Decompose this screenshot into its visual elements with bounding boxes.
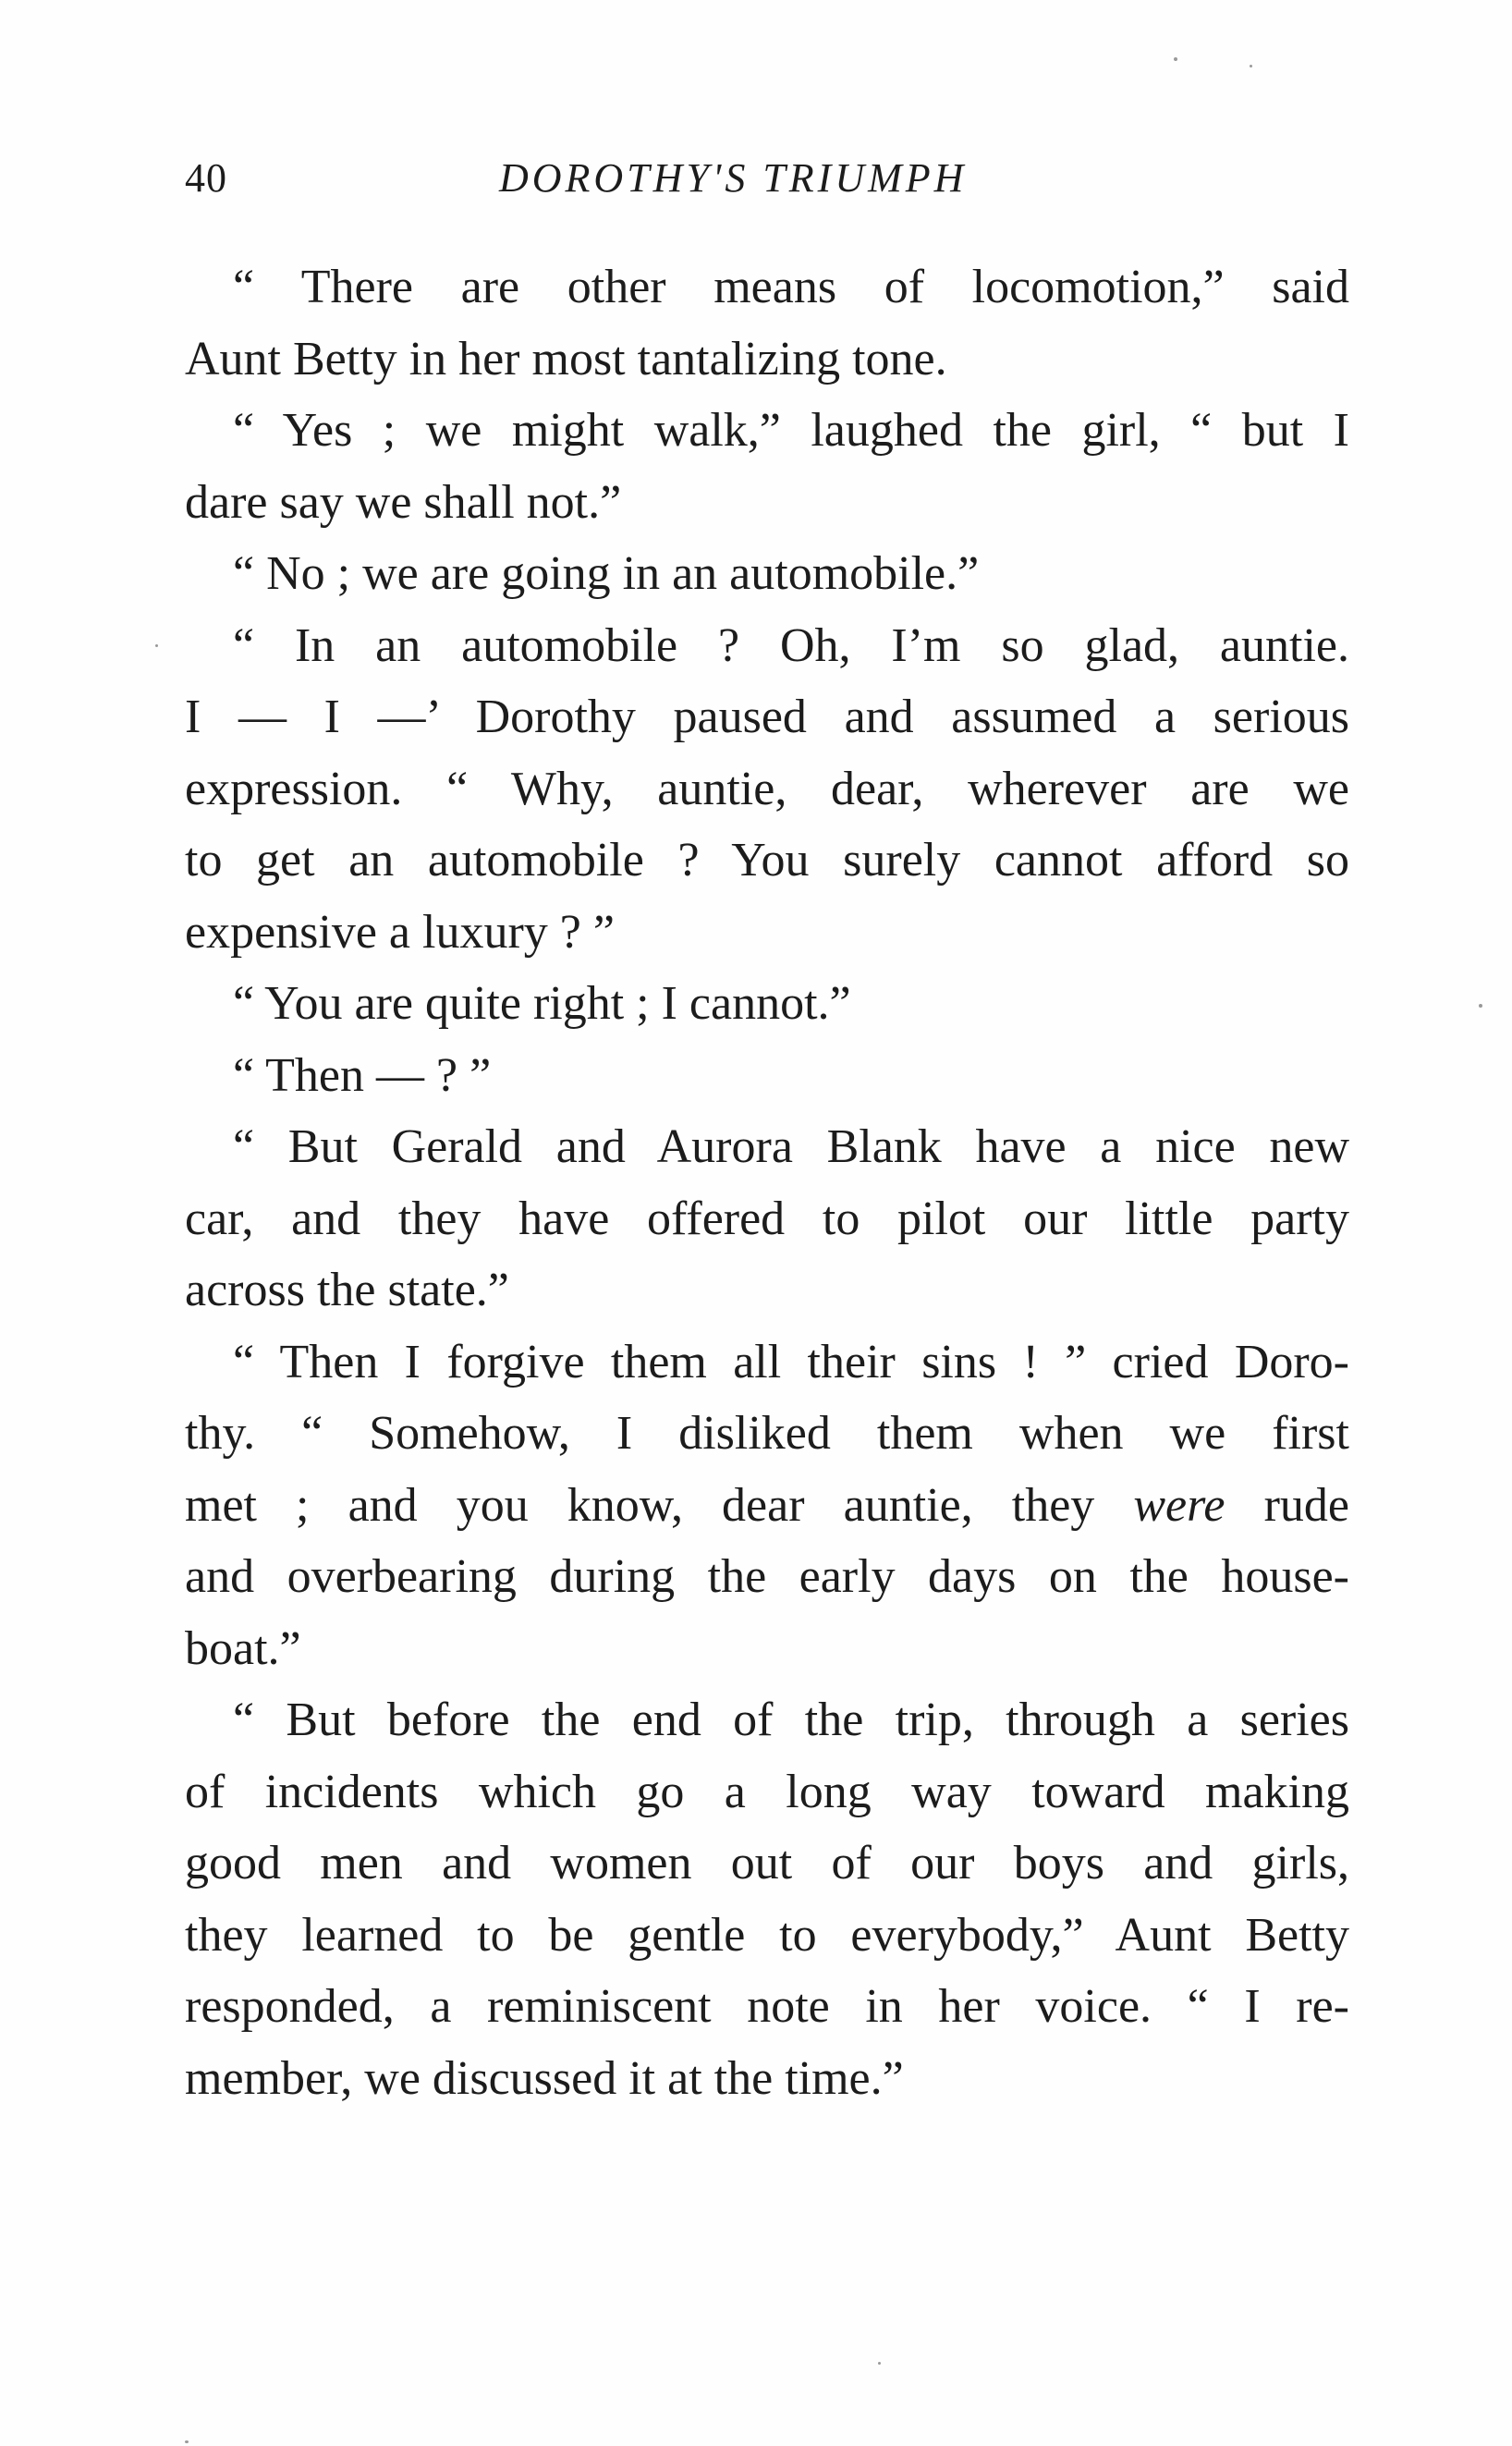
text-line: “ Then — ? ” xyxy=(233,1048,492,1102)
text-line: “ You are quite right ; I cannot.” xyxy=(233,977,851,1030)
text-line-italic xyxy=(185,1470,1349,1542)
text-line: and overbearing during the early days on the house- xyxy=(185,1550,1349,1603)
text-line: boat.” xyxy=(185,1621,301,1675)
text-line: “ There are other means of locomotion,” said xyxy=(233,261,1349,313)
text-line: member, we discussed it at the time.” xyxy=(185,2051,904,2105)
paper-speck xyxy=(1250,65,1252,67)
paper-speck xyxy=(185,2440,189,2443)
text-line: “ Then I forgive them all their sins ! ” cried Doro- xyxy=(233,1335,1349,1388)
text-line: “ In an automobile ? Oh, I’m so glad, auntie. xyxy=(233,618,1349,672)
running-head xyxy=(185,146,1349,211)
text-line: I — I —’ Dorothy paused and assumed a serious xyxy=(185,691,1349,743)
paper-speck xyxy=(1174,57,1177,61)
text-line: to get an automobile ? You surely cannot afford so xyxy=(185,834,1349,887)
text-run: met ; and you know, dear auntie, they xyxy=(185,1478,1134,1532)
text-line: they learned to be gentle to everybody,” Aunt Betty xyxy=(185,1908,1349,1962)
paper-speck xyxy=(1479,1004,1482,1008)
text-line: car, and they have offered to pilot our little party xyxy=(185,1192,1349,1245)
text-line: good men and women out of our boys and girls, xyxy=(185,1837,1349,1890)
text-line: Aunt Betty in her most tantalizing tone. xyxy=(185,332,947,385)
text-line: dare say we shall not.” xyxy=(185,475,622,529)
text-line: responded, a reminiscent note in her voice. “ I re- xyxy=(185,1980,1349,2033)
text-line: expression. “ Why, auntie, dear, wherever are we xyxy=(185,762,1349,815)
text-line: “ Yes ; we might walk,” laughed the girl, “ but I xyxy=(233,404,1349,457)
text-line: across the state.” xyxy=(185,1264,509,1316)
page-number: 40 xyxy=(185,155,227,201)
text-line: of incidents which go a long way toward making xyxy=(185,1765,1349,1818)
emphasis-word: were xyxy=(1133,1478,1225,1532)
paper-speck xyxy=(155,644,158,647)
text-line: expensive a luxury ? ” xyxy=(185,905,615,959)
body-text xyxy=(185,251,1349,2114)
paper-speck xyxy=(878,2362,881,2365)
text-line: thy. “ Somehow, I disliked them when we first xyxy=(185,1407,1349,1460)
text-run: rude xyxy=(1225,1478,1349,1532)
text-line: “ No ; we are going in an automobile.” xyxy=(233,547,980,600)
book-title: DOROTHY'S TRIUMPH xyxy=(499,155,968,201)
text-line: “ But Gerald and Aurora Blank have a nice new xyxy=(233,1120,1349,1173)
text-line: “ But before the end of the trip, through a series xyxy=(233,1694,1349,1746)
